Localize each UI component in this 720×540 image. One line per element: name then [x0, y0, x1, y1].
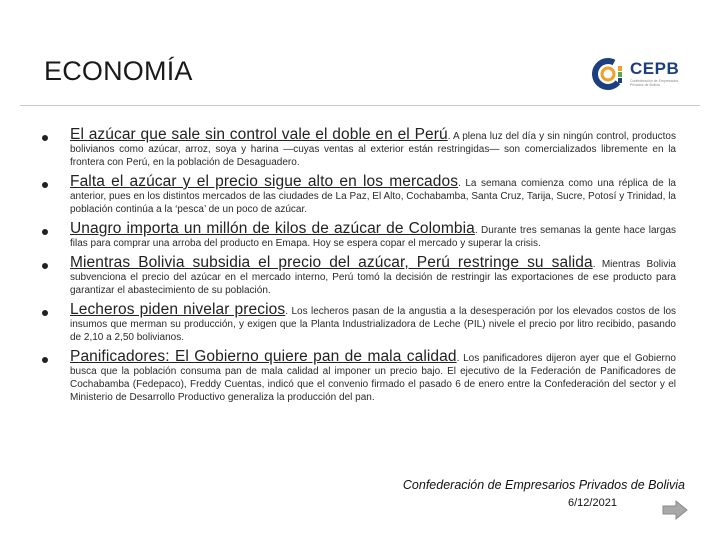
bullet-item: [40, 222, 676, 250]
bullet-heading: Mientras Bolivia subsidia el precio del azúcar, Perú restringe su salida: [70, 254, 593, 271]
next-arrow-icon[interactable]: [661, 499, 689, 521]
bullet-text: . La semana comienza como una réplica de la anterior, pues en los distintos mercados de las ciudades de La Paz, El Alto, Cochabamba, Santa Cruz, Tarija, Sucre, Potosí y Trinidad, la población continúa a la ‘pesca’ de un poco de azúcar.: [70, 178, 676, 215]
bullet-item: [40, 128, 676, 169]
bullet-item: [40, 303, 676, 344]
bullet-item: [40, 256, 676, 297]
bullet-text: . Los panificadores dijeron ayer que el Gobierno busca que la población consuma pan de mala calidad al imponer un precio bajo. El ejecutivo de la Federación de Panificadores de Cochabamba (Fedepaco), Freddy Cuentas, indicó que el convenio firmado el pasado 6 de enero entre la Confederación del sector y el Ministerio de Desarrollo Productivo generaliza la producción del pan.: [70, 353, 676, 403]
bullet-item: [40, 175, 676, 216]
page-title: ECONOMÍA: [44, 56, 193, 86]
bullet-item: [40, 350, 676, 404]
logo-subtitle: Confederación de Empresarios Privados de Bolivia: [630, 79, 679, 87]
bullet-heading: El azúcar que sale sin control vale el doble en el Perú: [70, 126, 448, 143]
bullet-icon: [42, 310, 48, 316]
logo-wordmark: CEPB: [630, 59, 680, 78]
bullet-icon: [42, 135, 48, 141]
bullet-text: . A plena luz del día y sin ningún control, productos bolivianos como azúcar, arroz, soya y harina —cuyas ventas al exterior están restringidas— son comercializados libremente en la frontera con Perú, en la población de Desaguadero.: [70, 131, 676, 168]
bullet-heading: Unagro importa un millón de kilos de azúcar de Colombia: [70, 220, 475, 237]
bullet-text: . Mientras Bolivia subvenciona el precio del azúcar en el mercado interno, Perú tomó la decisión de restringir las exportaciones de ese producto para garantizar el abastecimiento de su población.: [70, 259, 676, 296]
bullet-heading: Falta el azúcar y el precio sigue alto en los mercados: [70, 173, 459, 190]
title-divider: [20, 105, 700, 106]
bullet-list: [40, 128, 676, 410]
bullet-heading: Lecheros piden nivelar precios: [70, 301, 286, 318]
bullet-text: . Los lecheros pasan de la angustia a la desesperación por los elevados costos de los insumos que merman su producción, y exigen que la Planta Industrializadora de Leche (PIL) nivele el precio por litro recibido, pasando de 2,10 a 2,50 bolivianos.: [70, 306, 677, 343]
bullet-text: . Durante tres semanas la gente hace largas filas para comprar una arroba del producto en Emapa. Hoy se espera copar el mercado y superar la crisis.: [70, 225, 677, 249]
bullet-icon: [42, 229, 48, 235]
bullet-heading: Panificadores: El Gobierno quiere pan de mala calidad: [70, 348, 457, 365]
footer-organization: Confederación de Empresarios Privados de Bolivia: [402, 478, 685, 492]
bullet-icon: [42, 182, 48, 188]
bullet-icon: [42, 263, 48, 269]
bullet-icon: [42, 357, 48, 363]
footer-date: 6/12/2021: [568, 497, 617, 509]
